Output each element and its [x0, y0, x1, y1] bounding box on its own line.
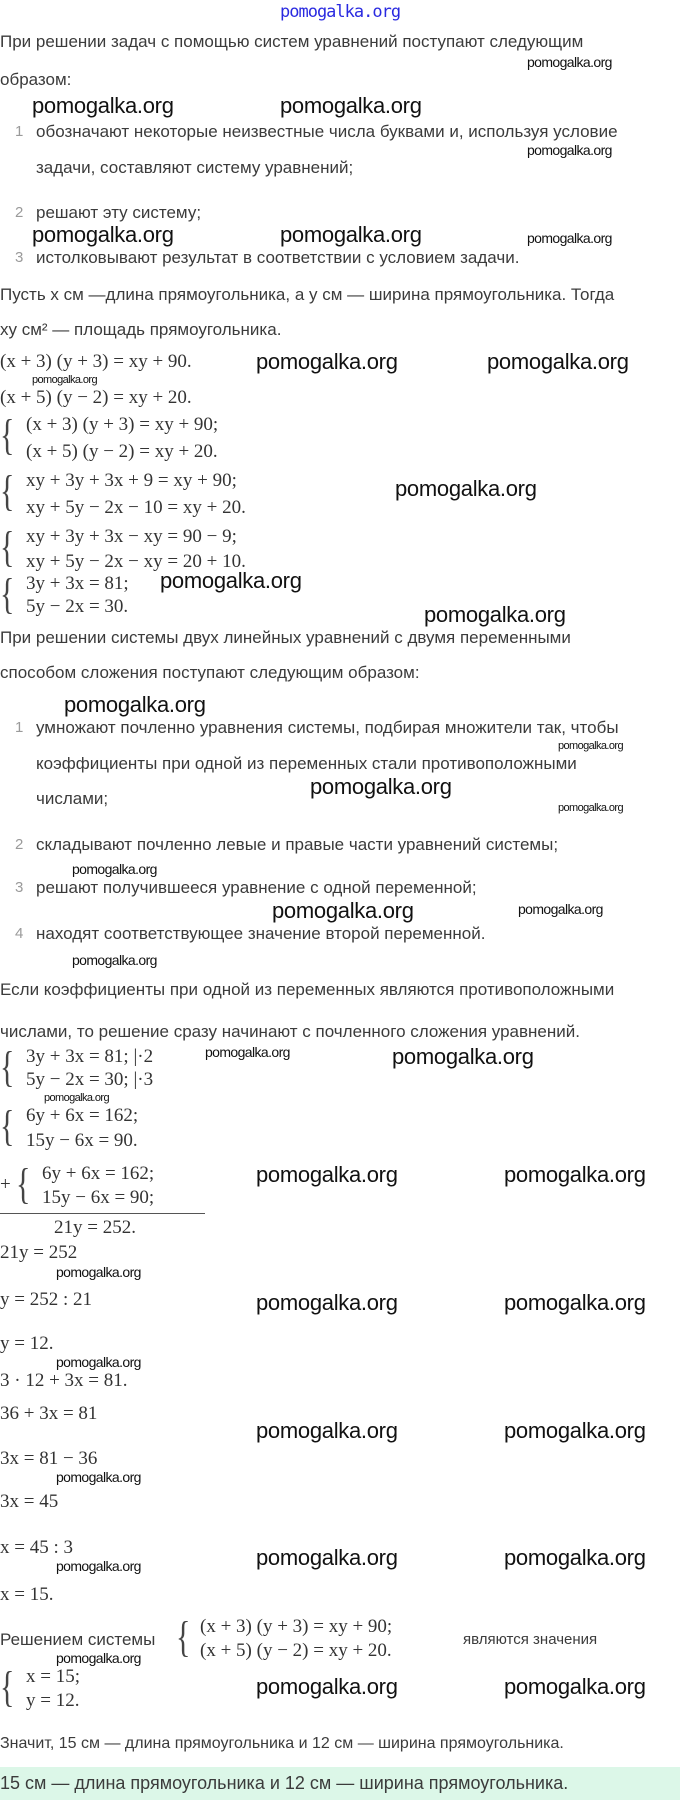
watermark: pomogalka.org	[32, 222, 174, 247]
system-brace: {	[0, 523, 15, 571]
equation: 3y + 3x = 81; |·2	[26, 1046, 154, 1067]
watermark: pomogalka.org	[395, 476, 537, 501]
watermark: pomogalka.org	[72, 952, 157, 968]
list-item: находят соответствующее значение второй переменной.	[36, 924, 486, 943]
watermark: pomogalka.org	[487, 349, 629, 374]
list-item: обозначают некоторые неизвестные числа буквами и, используя условие	[36, 122, 618, 141]
watermark: pomogalka.org	[527, 54, 612, 70]
equation: (x + 5) (y − 2) = xy + 20.	[0, 387, 192, 408]
watermark: pomogalka.org	[280, 222, 422, 247]
system-brace: {	[0, 467, 15, 515]
watermark: pomogalka.org	[256, 1674, 398, 1699]
watermark: pomogalka.org	[558, 802, 623, 814]
if-text: Если коэффициенты при одной из переменных являются противоположными	[0, 980, 615, 999]
watermark: pomogalka.org	[32, 93, 174, 118]
watermark: pomogalka.org	[256, 1418, 398, 1443]
watermark: pomogalka.org	[504, 1290, 646, 1315]
equation: 3x = 45	[0, 1491, 59, 1512]
watermark: pomogalka.org	[44, 1092, 109, 1104]
watermark: pomogalka.org	[558, 740, 623, 752]
watermark: pomogalka.org	[504, 1674, 646, 1699]
watermark: pomogalka.org	[72, 861, 157, 877]
answer-text: 15 см — длина прямоугольника и 12 см — ширина прямоугольника.	[0, 1773, 569, 1793]
watermark: pomogalka.org	[424, 602, 566, 627]
equation: xy + 3y + 3x + 9 = xy + 90;	[26, 470, 237, 491]
watermark: pomogalka.org	[56, 1650, 141, 1666]
watermark: pomogalka.org	[56, 1558, 141, 1574]
list-number: 3	[15, 879, 24, 896]
watermark: pomogalka.org	[527, 230, 612, 246]
equation: y = 12.	[0, 1333, 54, 1354]
watermark: pomogalka.org	[160, 568, 302, 593]
watermark: pomogalka.org	[504, 1545, 646, 1570]
system-brace: {	[16, 1160, 31, 1208]
equation: (x + 3) (y + 3) = xy + 90;	[200, 1616, 393, 1637]
intro-text: При решении задач с помощью систем уравнений поступают следующим	[0, 32, 584, 51]
equation: y = 12.	[26, 1690, 80, 1711]
watermark: pomogalka.org	[504, 1418, 646, 1443]
watermark: pomogalka.org	[392, 1044, 534, 1069]
watermark: pomogalka.org	[256, 1162, 398, 1187]
system-brace: {	[0, 1102, 15, 1150]
list-number: 2	[15, 836, 24, 853]
list-item: числами;	[36, 789, 109, 808]
list-item: задачи, составляют систему уравнений;	[36, 158, 354, 177]
equation: 6y + 6x = 162;	[42, 1163, 155, 1184]
equation: 15y − 6x = 90;	[42, 1187, 155, 1208]
equation: x = 15.	[0, 1584, 54, 1605]
equation: 15y − 6x = 90.	[26, 1130, 138, 1151]
watermark: pomogalka.org	[56, 1264, 141, 1280]
equation: 21y = 252.	[54, 1217, 136, 1238]
list-item: решают получившееся уравнение с одной переменной;	[36, 878, 477, 897]
equation: (x + 3) (y + 3) = xy + 90;	[26, 414, 219, 435]
watermark: pomogalka.org	[56, 1354, 141, 1370]
equation: xy + 5y − 2x − 10 = xy + 20.	[26, 497, 246, 518]
watermark: pomogalka.org	[32, 374, 97, 386]
equation: x = 45 : 3	[0, 1537, 73, 1558]
equation: 36 + 3x = 81	[0, 1403, 98, 1424]
if-text: числами, то решение сразу начинают с почленного сложения уравнений.	[0, 1022, 580, 1041]
list-number: 4	[15, 925, 24, 942]
solution-text: Решением системы	[0, 1630, 156, 1649]
sum-line	[0, 1213, 205, 1214]
list-item: коэффициенты при одной из переменных стали противоположными	[36, 754, 577, 773]
list-number: 1	[15, 123, 24, 140]
method-text: способом сложения поступают следующим образом:	[0, 663, 420, 682]
conclusion-text: Значит, 15 см — длина прямоугольника и 12 см — ширина прямоугольника.	[0, 1735, 564, 1752]
watermark: pomogalka.org	[256, 1545, 398, 1570]
list-number: 2	[15, 204, 24, 221]
watermark: pomogalka.org	[256, 1290, 398, 1315]
plus-sign: +	[0, 1174, 11, 1195]
list-item: решают эту систему;	[36, 203, 202, 222]
method-text: При решении системы двух линейных уравнений с двумя переменными	[0, 628, 571, 647]
watermark: pomogalka.org	[310, 774, 452, 799]
system-brace: {	[0, 570, 15, 618]
intro-text: образом:	[0, 70, 72, 89]
equation: 5y − 2x = 30.	[26, 596, 129, 617]
list-number: 1	[15, 719, 24, 736]
watermark: pomogalka.org	[256, 349, 398, 374]
equation: 3 · 12 + 3x = 81.	[0, 1370, 128, 1391]
let-text: Пусть x см —длина прямоугольника, а y см — ширина прямоугольника. Тогда	[0, 285, 615, 304]
equation: (x + 5) (y − 2) = xy + 20.	[26, 441, 218, 462]
equation: y = 252 : 21	[0, 1289, 92, 1310]
system-brace: {	[176, 1613, 191, 1661]
equation: xy + 5y − 2x − xy = 20 + 10.	[26, 551, 246, 572]
watermark: pomogalka.org	[56, 1469, 141, 1485]
watermark-header: pomogalka.org	[280, 2, 401, 22]
system-brace: {	[0, 1663, 15, 1711]
solution-text: являются значения	[463, 1631, 598, 1648]
system-brace: {	[0, 1043, 15, 1091]
watermark: pomogalka.org	[527, 142, 612, 158]
equation: (x + 3) (y + 3) = xy + 90.	[0, 351, 192, 372]
equation: x = 15;	[26, 1666, 80, 1687]
watermark: pomogalka.org	[504, 1162, 646, 1187]
equation: 3x = 81 − 36	[0, 1448, 98, 1469]
list-number: 3	[15, 249, 24, 266]
equation: 21y = 252	[0, 1242, 78, 1263]
list-item: истолковывают результат в соответствии с условием задачи.	[36, 248, 520, 267]
let-text: xy см² — площадь прямоугольника.	[0, 320, 282, 339]
list-item: умножают почленно уравнения системы, подбирая множители так, чтобы	[36, 718, 619, 737]
equation: 5y − 2x = 30; |·3	[26, 1069, 154, 1090]
watermark: pomogalka.org	[272, 898, 414, 923]
list-item: складывают почленно левые и правые части уравнений системы;	[36, 835, 559, 854]
watermark: pomogalka.org	[518, 901, 603, 917]
watermark: pomogalka.org	[64, 692, 206, 717]
equation: 3y + 3x = 81;	[26, 573, 129, 594]
watermark: pomogalka.org	[280, 93, 422, 118]
system-brace: {	[0, 411, 15, 459]
watermark: pomogalka.org	[205, 1044, 290, 1060]
equation: 6y + 6x = 162;	[26, 1105, 139, 1126]
equation: xy + 3y + 3x − xy = 90 − 9;	[26, 526, 237, 547]
equation: (x + 5) (y − 2) = xy + 20.	[200, 1640, 392, 1661]
